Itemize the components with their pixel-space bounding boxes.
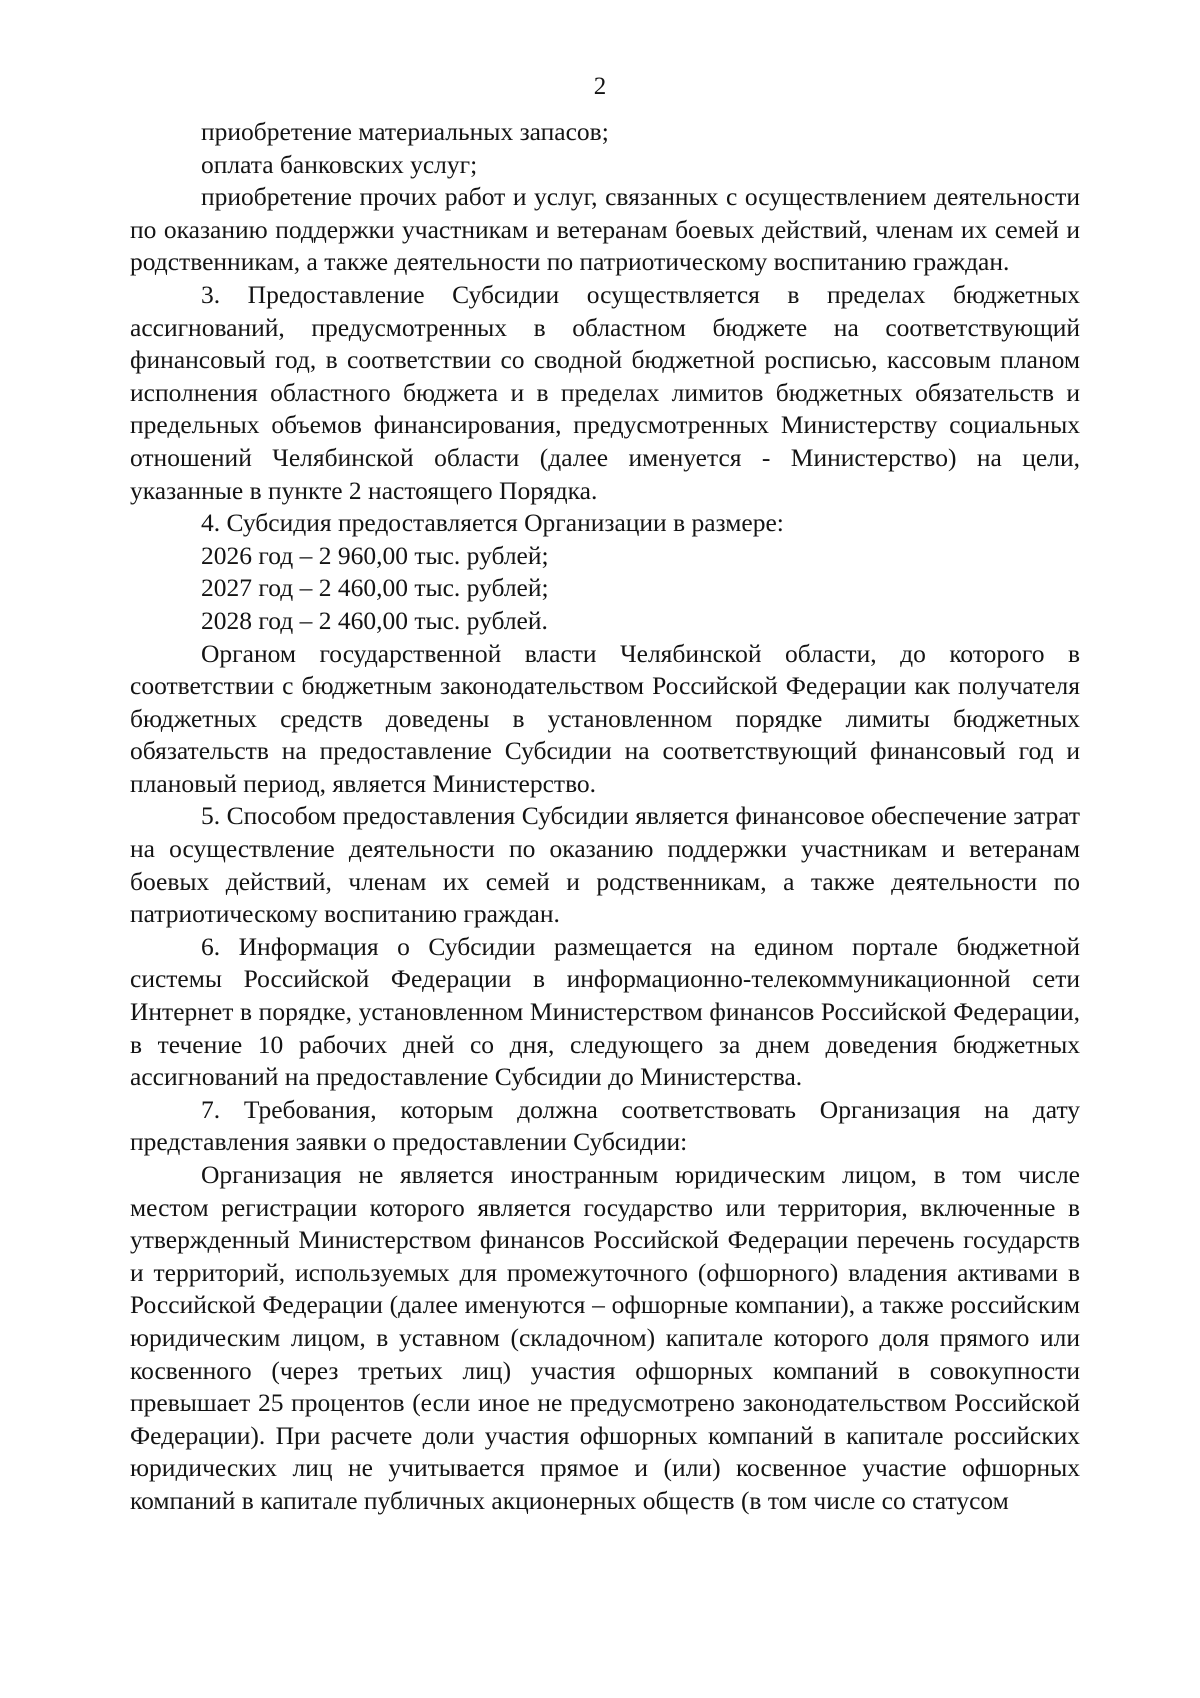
paragraph-clause-5: 5. Способом предоставления Субсидии является финансовое обеспечение затрат на осуществление деятельности по оказанию поддержки участникам и ветеранам боевых действий, членам их семей и родственникам, а также деятельности по патриотическому воспитанию граждан. [130, 801, 1080, 929]
paragraph-item-bank-services: оплата банковских услуг; [201, 149, 478, 179]
paragraph-clause-6: 6. Информация о Субсидии размещается на едином портале бюджетной системы Российской Федерации в информационно-телекоммуникационной сети Интернет в порядке, установленном Министерством финансов Российской Федерации, в течение 10 рабочих дней со дня, следующего за днем доведения бюджетных ассигнований на предоставление Субсидии до Министерства. [130, 931, 1080, 1092]
paragraph-authority: Органом государственной власти Челябинской области, до которого в соответствии с бюджетным законодательством Российской Федерации как получателя бюджетных средств доведены в установленном порядке лимиты бюджетных обязательств на предоставление Субсидии на соответствующий финансовый год и плановый период, является Министерство. [130, 638, 1080, 798]
paragraph-amount-2027: 2027 год – 2 460,00 тыс. рублей; [201, 573, 549, 603]
paragraph-clause-4: 4. Субсидия предоставляется Организации в размере: [201, 508, 784, 538]
paragraph-item-materials: приобретение материальных запасов; [201, 117, 609, 146]
paragraph-amount-2026: 2026 год – 2 960,00 тыс. рублей; [201, 540, 549, 570]
paragraph-amount-2028: 2028 год – 2 460,00 тыс. рублей. [201, 605, 548, 635]
paragraph-item-other-works: приобретение прочих работ и услуг, связанных с осуществлением деятельности по оказанию поддержки участникам и ветеранам боевых действий, членам их семей и родственникам, а также деятельности по патриотическому воспитанию граждан. [130, 182, 1080, 277]
page-number: 2 [593, 73, 607, 100]
paragraph-offshore-requirement: Организация не является иностранным юридическим лицом, в том числе местом регистрации которого является государство или территория, включенные в утвержденный Министерством финансов Российской Федерации перечень государств и территорий, используемых для промежуточного (офшорного) владения активами в Российской Федерации (далее именуются – офшорные компании), а также российским юридическим лицом, в уставном (складочном) капитале которого доля прямого или косвенного (через третьих лиц) участия офшорных компаний в совокупности превышает 25 процентов (если иное не предусмотрено законодательством Российской Федерации). При расчете доли участия офшорных компаний в капитале российских юридических лиц не учитывается прямое и (или) косвенное участие офшорных компаний в капитале публичных акционерных обществ (в том числе со статусом [130, 1160, 1080, 1515]
paragraph-clause-3: 3. Предоставление Субсидии осуществляется в пределах бюджетных ассигнований, предусмотренных в областном бюджете на соответствующий финансовый год, в соответствии со сводной бюджетной росписью, кассовым планом исполнения областного бюджета и в пределах лимитов бюджетных обязательств и предельных объемов финансирования, предусмотренных Министерству социальных отношений Челябинской области (далее именуется - Министерство) на цели, указанные в пункте 2 настоящего Порядка. [130, 279, 1080, 505]
paragraph-clause-7: 7. Требования, которым должна соответствовать Организация на дату представления заявки о предоставлении Субсидии: [130, 1094, 1080, 1157]
document-body [130, 116, 1080, 1518]
